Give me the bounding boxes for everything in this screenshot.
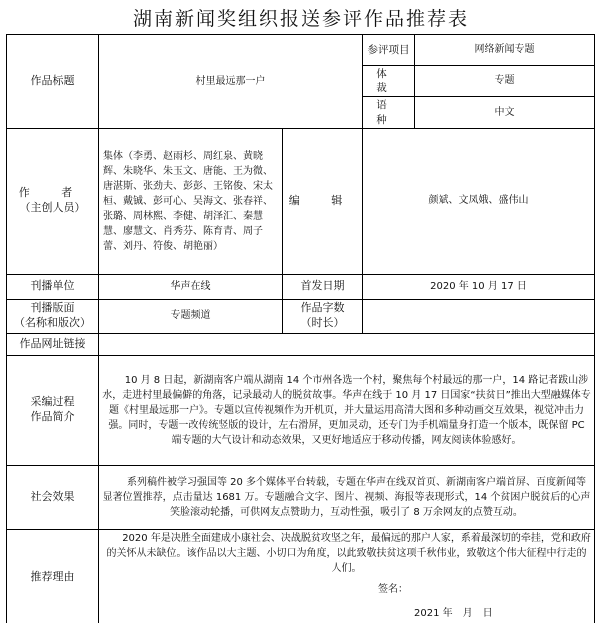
publish-section-label [7,299,99,333]
publish-section-label-line2: （名称和版次） [14,316,91,330]
genre-label: 体裁 [363,66,415,97]
recommendation-form-table [6,34,595,623]
work-link-value [99,333,595,355]
signature-block [102,576,591,623]
genre-value: 专题 [415,66,595,97]
language-label: 语种 [363,97,415,128]
authors-label-line2: （主创人员） [19,201,86,215]
wordcount-value [363,299,595,333]
work-link-label: 作品网址链接 [7,333,99,355]
recommend-text: 2020 年是决胜全面建成小康社会、决战脱贫攻坚之年，最偏远的那户人家，系着最深切的牵挂，党和政府的关怀从未缺位。该作品以大主题、小切口为角度，以此致敬扶贫这项千秋伟业，致敬这个伟大征程中行走的人们。 [106,532,591,574]
recommend-label: 推荐理由 [7,529,99,623]
work-title-value: 村里最远那一户 [99,35,363,129]
process-label [7,355,99,465]
authors-label-line1: 作 者 [18,186,87,200]
publish-unit-label: 刊播单位 [7,274,99,299]
publish-section-value: 专题频道 [99,299,283,333]
process-label-line1: 采编过程 [30,395,75,409]
wordcount-label-line1: 作品字数 [300,301,345,315]
process-label-line2: 作品简介 [30,410,75,424]
form-title: 湖南新闻奖组织报送参评作品推荐表 [132,8,469,30]
publish-date-label: 首发日期 [283,274,363,299]
signature-date: 2021 年 月 日 [414,607,493,619]
social-effect-label: 社会效果 [7,465,99,529]
language-value: 中文 [415,97,595,128]
publish-section-label-line1: 刊播版面 [30,301,75,315]
authors-value: 集体（李勇、赵雨杉、周红泉、黄晓辉、朱晓华、朱玉文、唐能、王为微、唐湛斯、张劲夫、彭彭、王铭俊、宋太桓、戴铖、彭可心、吴海文、张春祥、张璐、周林熙、李健、胡泽汇、秦慧慧、廖慧文、肖秀芬、陈育青、周子蕾、刘丹、符俊、胡艳丽） [99,128,283,274]
wordcount-label-line2: （时长） [300,316,345,330]
wordcount-label [283,299,363,333]
work-title-label: 作品标题 [7,35,99,129]
social-effect-text: 系列稿件被学习强国等 20 多个媒体平台转载，专题在华声在线双首页、新湖南客户端首屏、百度新闻等显著位置推荐，点击量达 1681 万。专题融合文字、图片、视频、海报等表现形式，14 个贫困户脱贫后的心声笑脸滚动轮播，可供网友点赞助力，互动性强，吸引了 8 万余网友的点赞互动。 [99,465,595,529]
signature-label: 签名： [378,583,408,595]
publish-unit-value: 华声在线 [99,274,283,299]
editor-value: 颜斌、文凤娥、盛伟山 [363,128,595,274]
process-text: 10 月 8 日起，新湖南客户端从湖南 14 个市州各选一个村，聚焦每个村最远的那一户，14 路记者跋山涉水，走进村里最偏僻的角落，记录最动人的脱贫故事。华声在线于 10 月 17 日国家“扶贫日”推出大型融媒体专题《村里最远那一户》。专题以宣传视频作为开机页，并大量运用高清大图和多种动画交互效果，视觉冲击力强。同时，专题一改传统竖版的设计，左右滑屏，更加灵动，还专门为手机端量身打造一个版本，既保留 PC 端专题的大气设计和动态效果，又更好地适应于移动传播，网友阅读体验感好。 [99,355,595,465]
publish-date-value: 2020 年 10 月 17 日 [363,274,595,299]
entry-item-value: 网络新闻专题 [415,35,595,66]
editor-label: 编 辑 [283,128,363,274]
recommend-cell [99,529,595,623]
entry-item-label: 参评项目 [363,35,415,66]
authors-label [7,128,99,274]
